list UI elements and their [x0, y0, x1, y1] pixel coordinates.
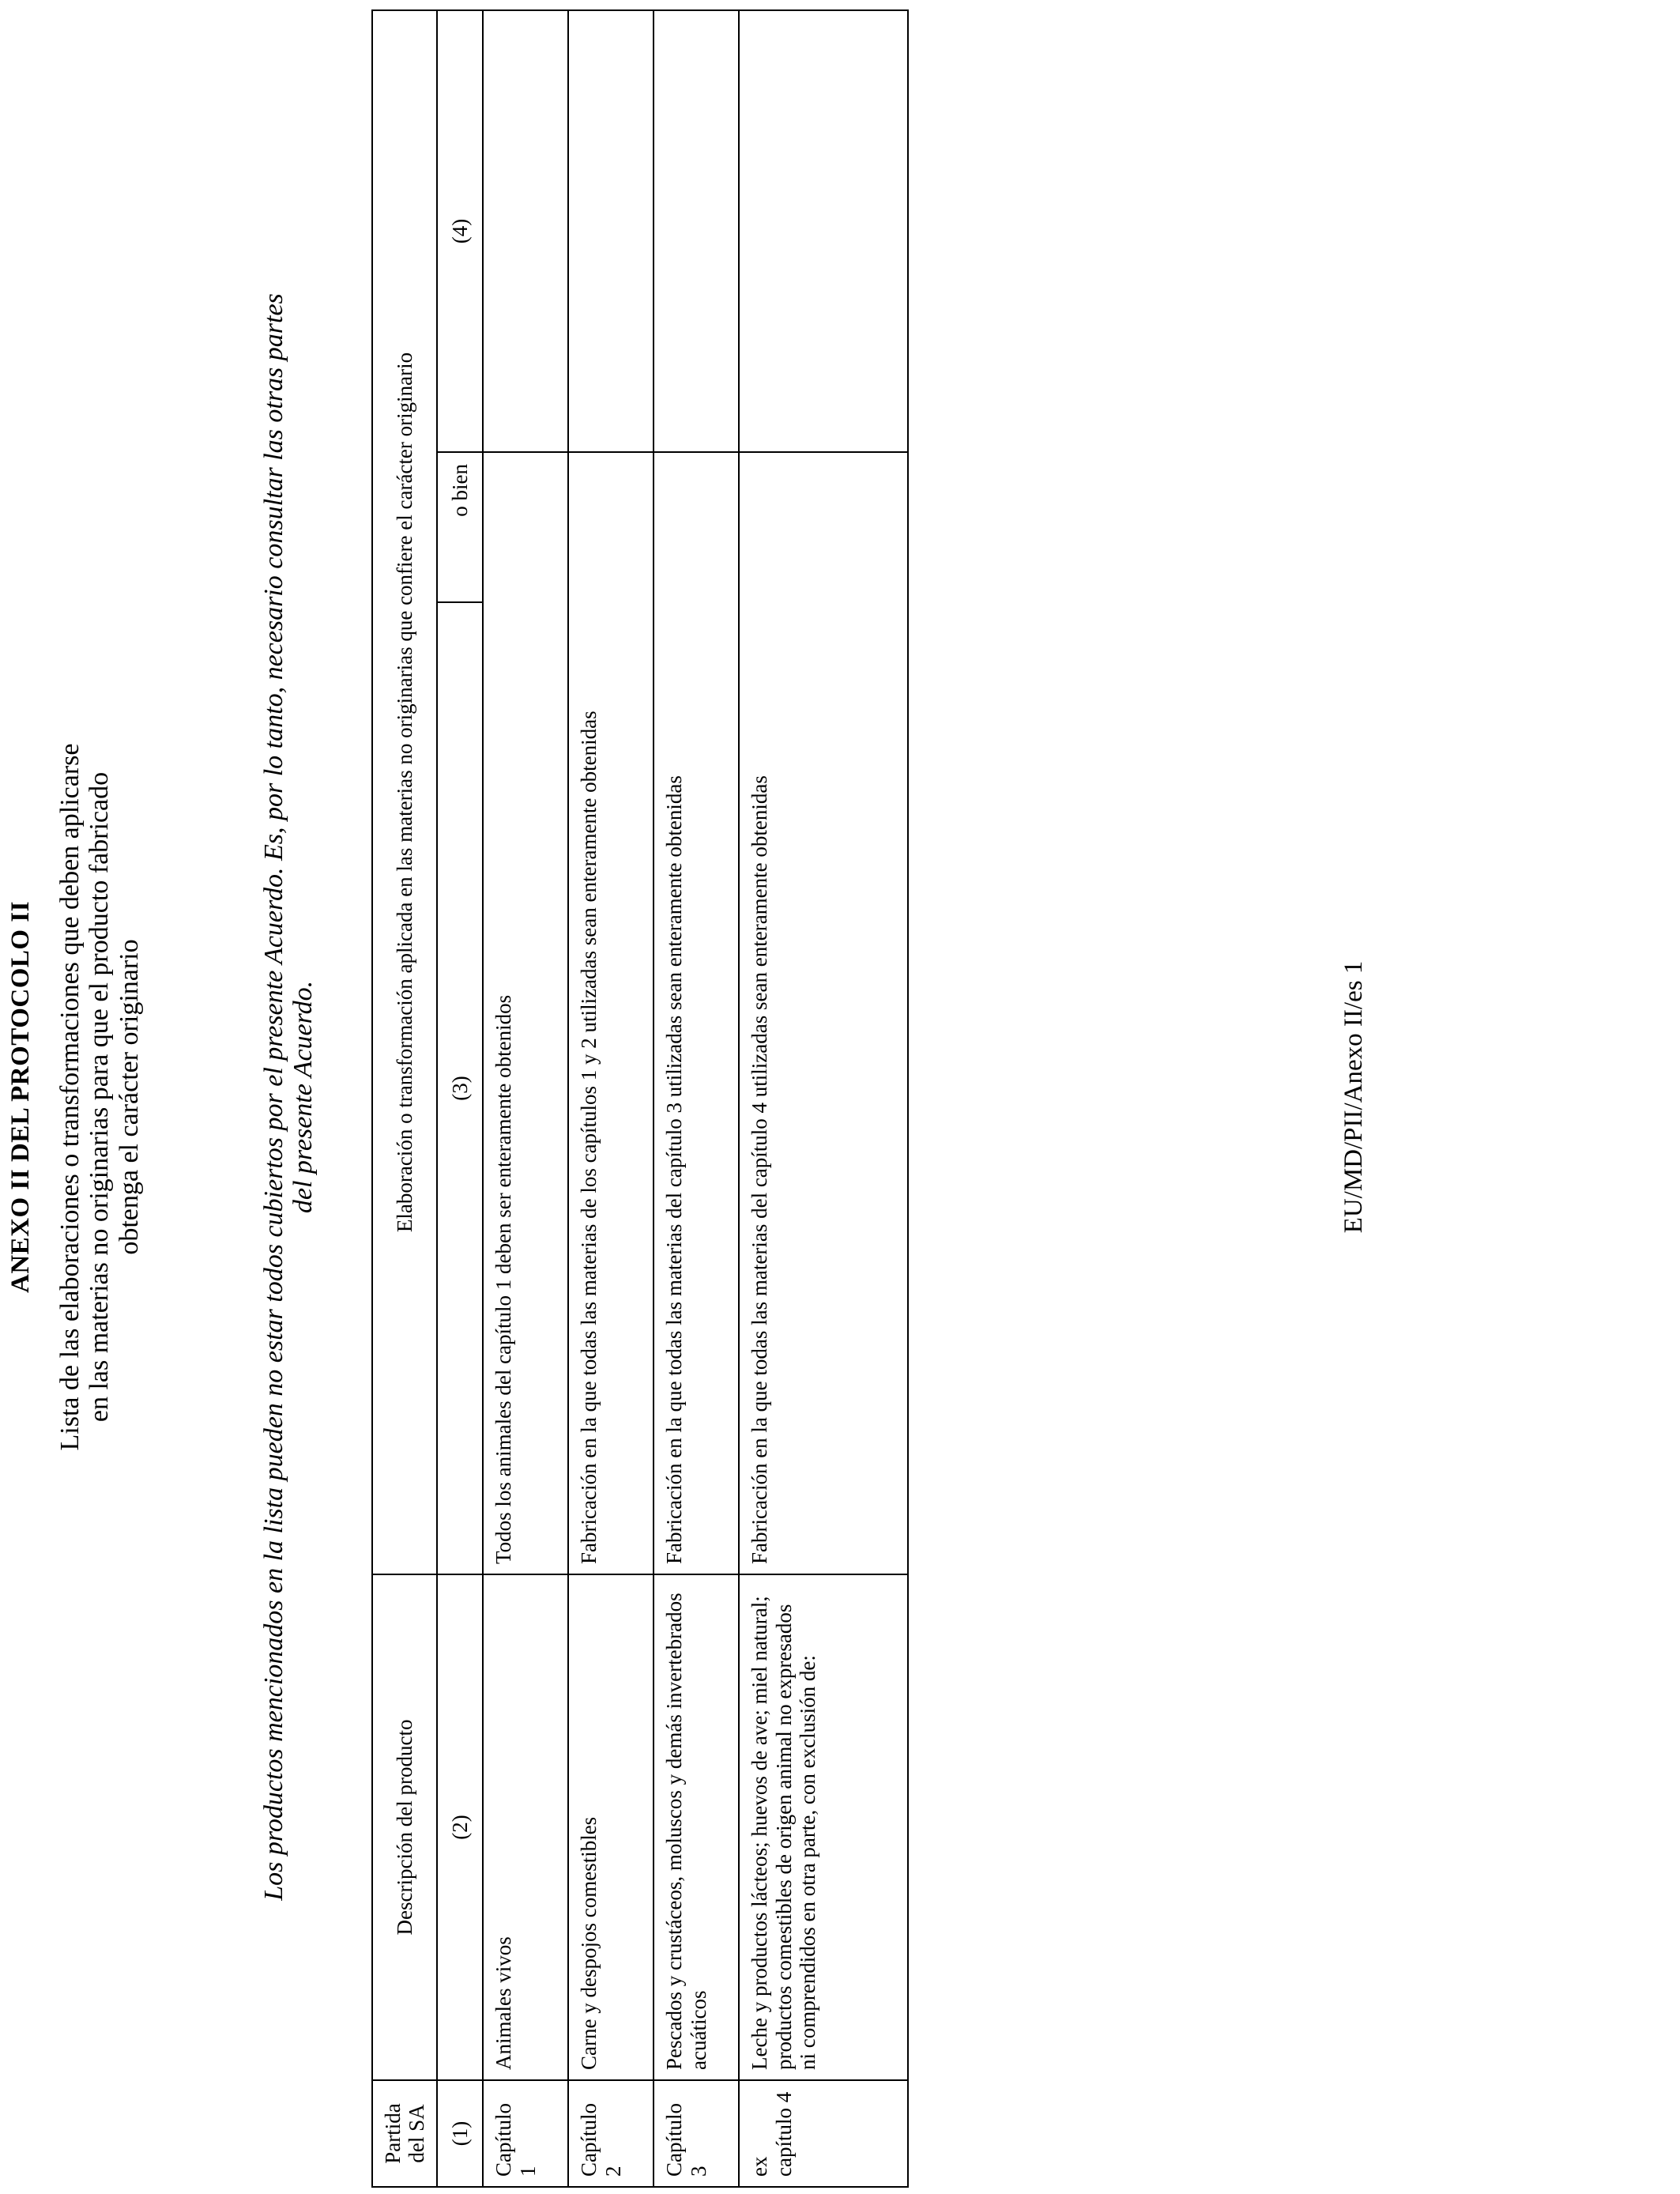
- page-footer: EU/MD/PII/Anexo II/es 1: [1339, 960, 1368, 1234]
- italic-note: [259, 0, 318, 2194]
- cell-partida: ex capítulo 4: [739, 2080, 908, 2187]
- subtitle-line: Lista de las elaboraciones o transformaciones que deben aplicarse: [55, 743, 85, 1451]
- cell-col4: [739, 10, 908, 452]
- cell-partida: Capítulo 1: [483, 2080, 568, 2187]
- cell-partida: Capítulo 3: [654, 2080, 739, 2187]
- column-number-row: [437, 10, 483, 2187]
- cell-partida: Capítulo 2: [568, 2080, 654, 2187]
- cell-col3: Todos los animales del capítulo 1 deben ser enteramente obtenidos: [483, 452, 568, 1574]
- cell-col3: Fabricación en la que todas las materias de los capítulos 1 y 2 utilizadas sean enteramente obtenidas: [568, 452, 654, 1574]
- header-elaboracion: Elaboración o transformación aplicada en las materias no originarias que confiere el carácter originario: [372, 10, 437, 1574]
- cell-descripcion: Animales vivos: [483, 1574, 568, 2080]
- rules-table: [371, 9, 909, 2188]
- table-row: [568, 10, 654, 2187]
- column-number: (2): [437, 1574, 483, 2080]
- cell-col3: Fabricación en la que todas las materias del capítulo 4 utilizadas sean enteramente obtenidas: [739, 452, 908, 1574]
- note-line: del presente Acuerdo.: [288, 980, 318, 1214]
- column-number: (3): [437, 602, 483, 1574]
- table-row: [739, 10, 908, 2187]
- cell-descripcion: Pescados y crustáceos, moluscos y demás invertebrados acuáticos: [654, 1574, 739, 2080]
- document-subtitle: [55, 0, 144, 2194]
- table-header-row: [372, 10, 437, 2187]
- column-number: (4): [437, 10, 483, 452]
- table-row: [654, 10, 739, 2187]
- subtitle-line: en las materias no originarias para que el producto fabricado: [85, 771, 115, 1423]
- subtitle-line: obtenga el carácter originario: [114, 939, 144, 1255]
- cell-descripcion: Carne y despojos comestibles: [568, 1574, 654, 2080]
- table-row: [483, 10, 568, 2187]
- cell-col4: [483, 10, 568, 452]
- note-line: Los productos mencionados en la lista pueden no estar todos cubiertos por el presente Acuerdo. Es, por lo tanto, necesario consultar las otras partes: [259, 293, 288, 1901]
- cell-col4: [568, 10, 654, 452]
- cell-descripcion: Leche y productos lácteos; huevos de ave; miel natural; productos comestibles de origen animal no expresados ni comprendidos en otra parte, con exclusión de:: [739, 1574, 908, 2080]
- column-or-label: o bien: [437, 452, 483, 602]
- header-descripcion: Descripción del producto: [372, 1574, 437, 2080]
- column-number: (1): [437, 2080, 483, 2187]
- header-partida: Partida del SA: [372, 2080, 437, 2187]
- cell-col4: [654, 10, 739, 452]
- cell-col3: Fabricación en la que todas las materias del capítulo 3 utilizadas sean enteramente obtenidas: [654, 452, 739, 1574]
- document-title: ANEXO II DEL PROTOCOLO II: [6, 901, 35, 1293]
